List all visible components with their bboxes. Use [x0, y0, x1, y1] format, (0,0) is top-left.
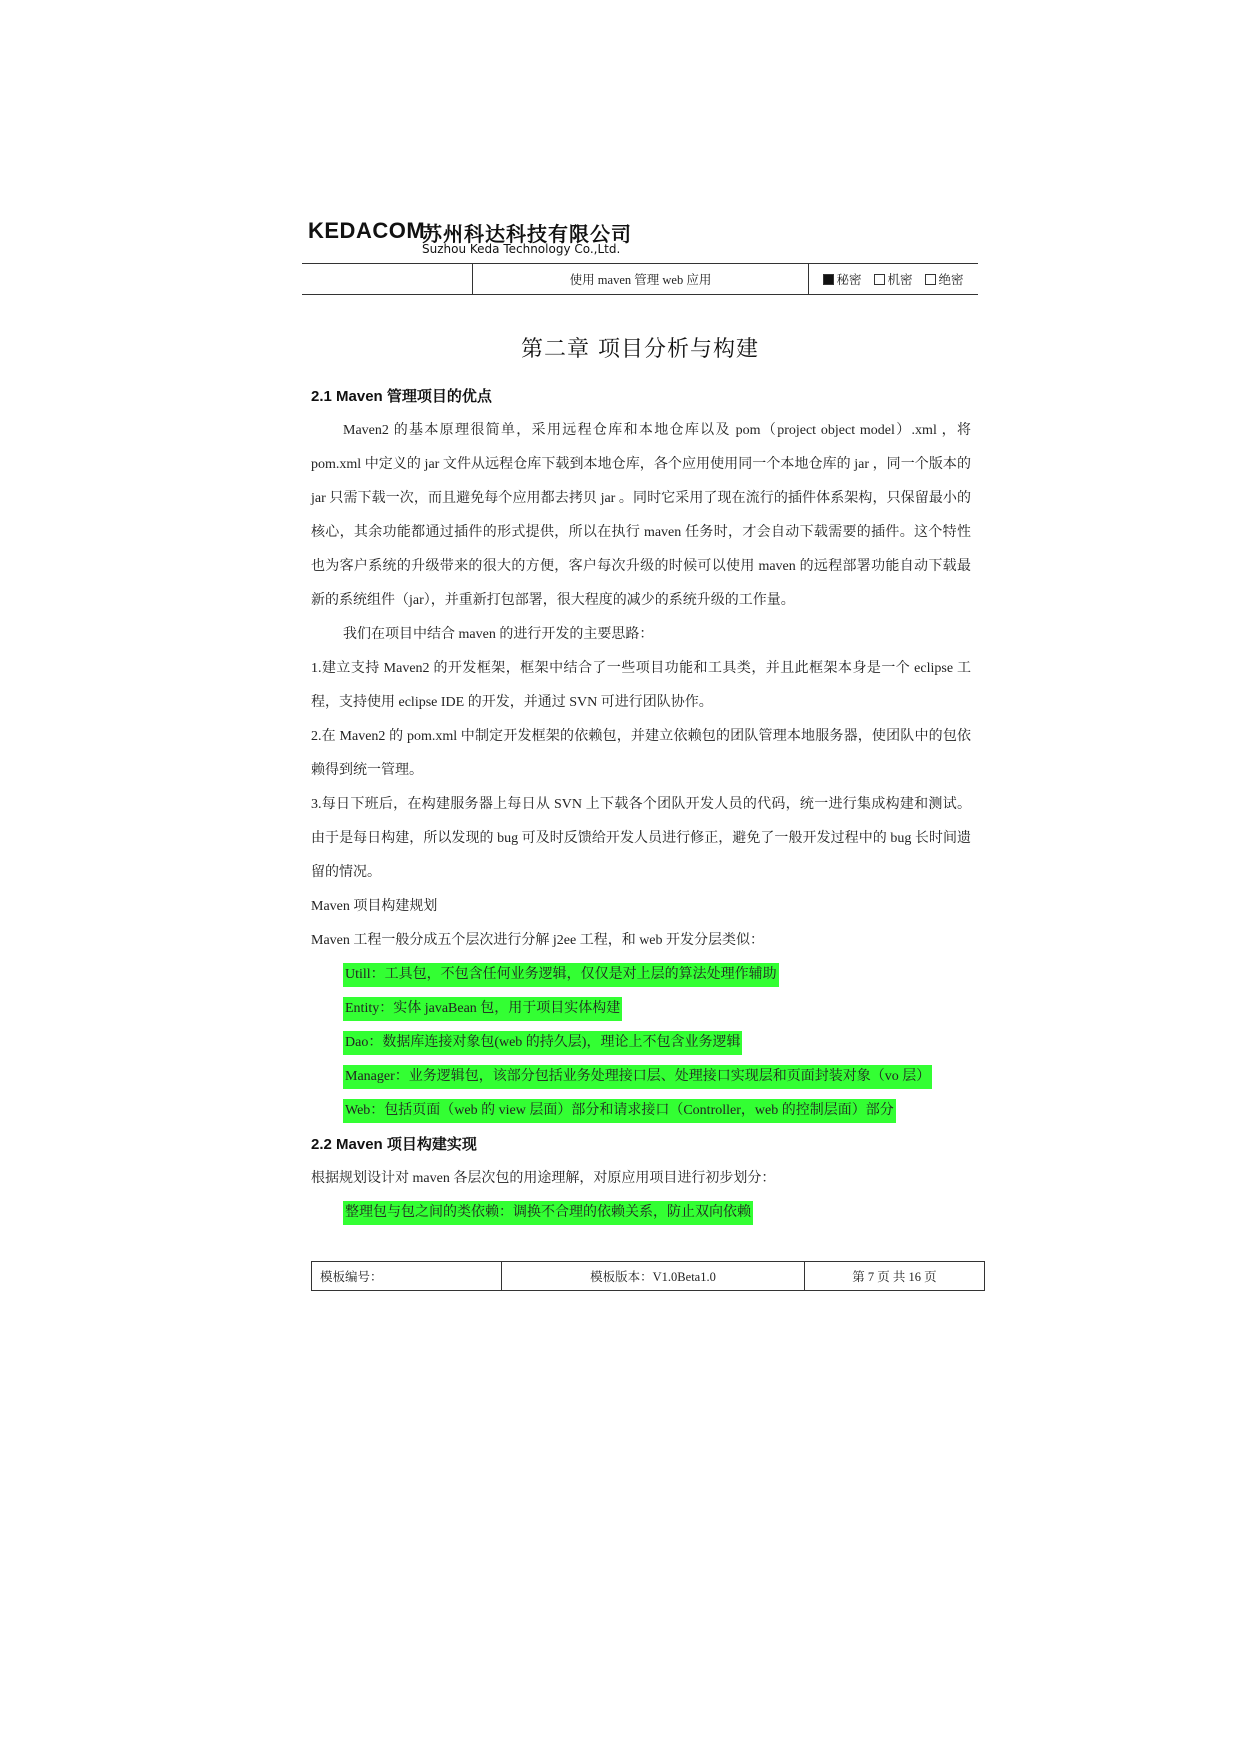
checkbox-checked-icon [823, 274, 834, 285]
list-item: 1.建立支持 Maven2 的开发框架，框架中结合了一些项目功能和工具类，并且此框架本身是一个 eclipse 工程，支持使用 eclipse IDE 的开发，并通过 SVN 可进行团队协作。 [311, 661, 971, 710]
logo-company-en: Suzhou Keda Technology Co.,Ltd. [422, 242, 621, 256]
footer-template-version: 模板版本：V1.0Beta1.0 [502, 1262, 805, 1290]
chapter-title: 第二章 项目分析与构建 [521, 337, 759, 362]
classification-top-secret: 绝密 [925, 270, 963, 288]
highlighted-layer-item: Entity：实体 javaBean 包，用于项目实体构建 [343, 997, 622, 1021]
paragraph: Maven 项目构建规划 [311, 899, 438, 914]
paragraph: 根据规划设计对 maven 各层次包的用途理解，对原应用项目进行初步划分： [311, 1171, 776, 1186]
highlighted-layer-item: Manager：业务逻辑包，该部分包括业务处理接口层、处理接口实现层和页面封装对象（vo 层） [343, 1065, 932, 1089]
highlighted-layer-item: Web：包括页面（web 的 view 层面）部分和请求接口（Controller，web 的控制层面）部分 [343, 1099, 896, 1123]
header-doc-title: 使用 maven 管理 web 应用 [473, 264, 809, 294]
logo-company-cn: 苏州科达科技有限公司 [422, 222, 632, 246]
paragraph: Maven2 的基本原理很简单，采用远程仓库和本地仓库以及 pom（project object model）.xml ，将 pom.xml 中定义的 jar 文件从远程仓库下载到本地仓库，各个应用使用同一个本地仓库的 jar ，同一个版本的 jar 只需下载一次，而且避免每个应用都去拷贝 jar 。同时它采用了现在流行的插件体系架构，只保留最小的核心，其余功能都通过插件的形式提供，所以在执行 maven 任务时，才会自动下载需要的插件。这个特性也为客户系统的升级带来的很大的方便，客户每次升级的时候可以使用 maven 的远程部署功能自动下载最新的系统组件（jar），并重新打包部署，很大程度的减少的系统升级的工作量。 [311, 423, 971, 608]
highlighted-item: 整理包与包之间的类依赖：调换不合理的依赖关系，防止双向依赖 [343, 1201, 753, 1225]
company-logo [308, 218, 728, 260]
section-2-2-title: 2.2 Maven 项目构建实现 [311, 1136, 477, 1153]
footer-table [311, 1261, 985, 1291]
highlighted-layer-item: Utill：工具包，不包含任何业务逻辑，仅仅是对上层的算法处理作辅助 [343, 963, 779, 987]
classification-group [809, 264, 978, 294]
classification-confidential: 机密 [874, 270, 912, 288]
document-body [311, 380, 971, 1230]
footer-template-no: 模板编号： [312, 1262, 502, 1290]
header-cell-empty [302, 264, 473, 294]
classification-secret: 秘密 [823, 270, 861, 288]
checkbox-empty-icon [874, 274, 885, 285]
list-item: 2.在 Maven2 的 pom.xml 中制定开发框架的依赖包，并建立依赖包的团队管理本地服务器，使团队中的包依赖得到统一管理。 [311, 729, 971, 778]
logo-brand: KEDACOM [308, 218, 426, 243]
footer-page-info: 第 7 页 共 16 页 [852, 1270, 937, 1284]
highlighted-layer-item: Dao：数据库连接对象包(web 的持久层)，理论上不包含业务逻辑 [343, 1031, 742, 1055]
header-table [302, 263, 978, 295]
section-2-1-title: 2.1 Maven 管理项目的优点 [311, 388, 492, 405]
paragraph: 我们在项目中结合 maven 的进行开发的主要思路： [343, 627, 654, 642]
list-item: 3.每日下班后，在构建服务器上每日从 SVN 上下载各个团队开发人员的代码，统一进行集成构建和测试。由于是每日构建，所以发现的 bug 可及时反馈给开发人员进行修正，避免了一般开发过程中的 bug 长时间遗留的情况。 [311, 797, 971, 880]
checkbox-empty-icon [925, 274, 936, 285]
paragraph: Maven 工程一般分成五个层次进行分解 j2ee 工程，和 web 开发分层类似： [311, 933, 765, 948]
